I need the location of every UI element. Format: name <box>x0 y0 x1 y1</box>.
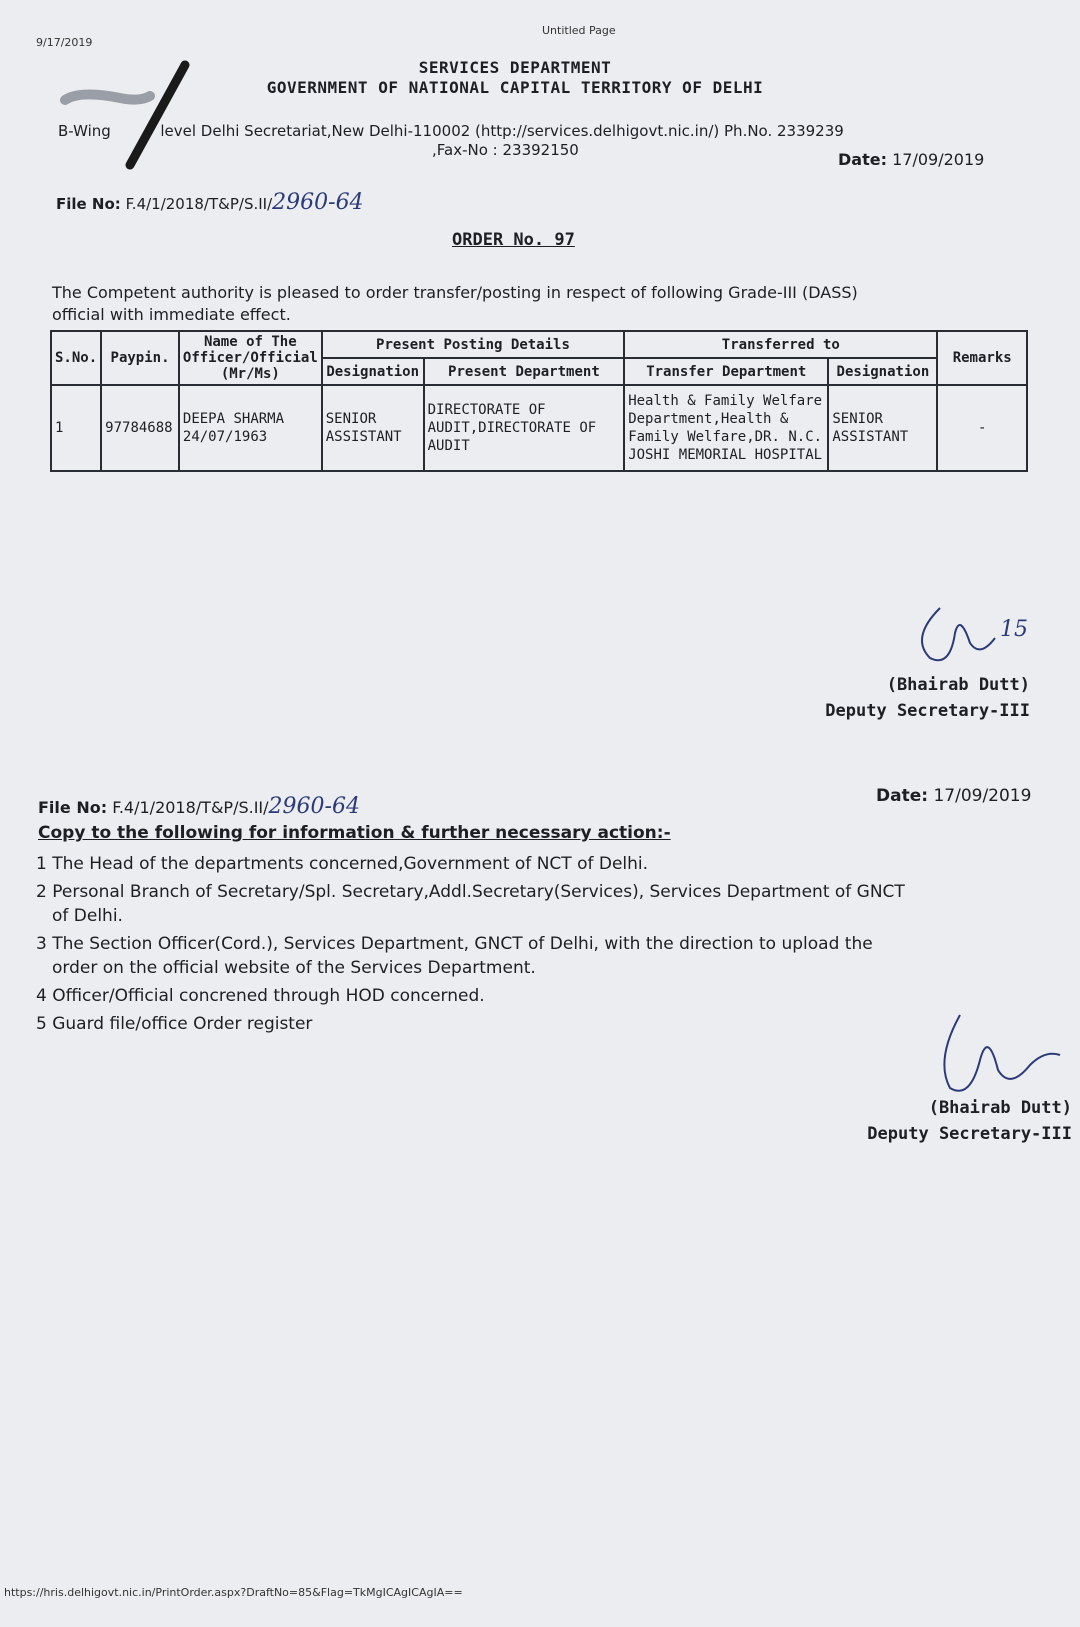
address-prefix: B-Wing <box>58 122 111 140</box>
cell-present-department: DIRECTORATE OF AUDIT,DIRECTORATE OF AUDIT <box>424 385 625 471</box>
order-file-number: File No: F.4/1/2018/T&P/S.II/2960-64 <box>56 190 364 215</box>
list-item: 4 Officer/Official concrened through HOD concerned. <box>36 986 485 1006</box>
header-name: Name of The Officer/Official (Mr/Ms) <box>179 331 322 385</box>
cell-transfer-department: Health & Family Welfare Department,Health & Family Welfare,DR. N.C. JOSHI MEMORIAL HOSPITAL <box>624 385 828 471</box>
signatory-name-1: (Bhairab Dutt) <box>886 675 1030 695</box>
footer-url: https://hris.delhigovt.nic.in/PrintOrder.aspx?DraftNo=85&Flag=TkMgICAgICAgIA== <box>4 1586 463 1599</box>
print-date: 9/17/2019 <box>36 36 93 49</box>
handwritten-file-number-2: 2960-64 <box>268 794 360 819</box>
address-rest: level Delhi Secretariat,New Delhi-110002 (http://services.delhigovt.nic.in/) Ph.No. 2339239 <box>160 122 844 140</box>
order-title: ORDER No. 97 <box>452 230 575 250</box>
signature-scribble-2 <box>930 1010 1070 1100</box>
signature-scribble-text: 15 <box>1000 617 1028 642</box>
copy-heading: Copy to the following for information & further necessary action:- <box>38 823 671 843</box>
order-date: Date: 17/09/2019 <box>838 150 985 169</box>
cell-transfer-designation: SENIOR ASSISTANT <box>828 385 937 471</box>
cell-designation: SENIOR ASSISTANT <box>322 385 424 471</box>
copy-list <box>36 852 1056 1036</box>
print-page-title: Untitled Page <box>542 24 616 37</box>
table-header-row <box>51 331 1027 358</box>
list-item: 5 Guard file/office Order register <box>36 1014 313 1034</box>
handwritten-file-number: 2960-64 <box>272 190 364 215</box>
department-title: SERVICES DEPARTMENT <box>418 58 612 77</box>
header-present-department: Present Department <box>424 358 625 385</box>
signatory-title-2: Deputy Secretary-III <box>867 1124 1072 1144</box>
copy-date: Date: 17/09/2019 <box>876 786 1032 806</box>
list-item: 2 Personal Branch of Secretary/Spl. Secretary,Addl.Secretary(Services), Services Department of GNCT of Delhi. <box>36 882 905 926</box>
cell-name: DEEPA SHARMA 24/07/1963 <box>179 385 322 471</box>
cell-sno: 1 <box>51 385 101 471</box>
signature-scribble-1 <box>900 598 1040 678</box>
signatory-title-1: Deputy Secretary-III <box>825 701 1030 721</box>
header-transfer-department: Transfer Department <box>624 358 828 385</box>
header-transfer-designation: Designation <box>828 358 937 385</box>
header-present-designation: Designation <box>322 358 424 385</box>
header-remarks: Remarks <box>937 331 1027 385</box>
table-row <box>51 385 1027 471</box>
header-transferred-group: Transferred to <box>624 331 937 358</box>
copy-file-number: File No: F.4/1/2018/T&P/S.II/2960-64 <box>38 794 360 819</box>
fax-line: ,Fax-No : 23392150 <box>432 141 579 159</box>
header-sno: S.No. <box>51 331 101 385</box>
transfer-table <box>50 330 1028 472</box>
cell-remarks: - <box>937 385 1027 471</box>
header-present-group: Present Posting Details <box>322 331 624 358</box>
list-item: 3 The Section Officer(Cord.), Services Department, GNCT of Delhi, with the direction to upload the order on the official website of the Services Department. <box>36 934 873 978</box>
header-paypin: Paypin. <box>101 331 179 385</box>
government-title: GOVERNMENT OF NATIONAL CAPITAL TERRITORY OF DELHI <box>266 78 764 97</box>
paper-clip-icon <box>60 60 200 170</box>
cell-paypin: 97784688 <box>101 385 179 471</box>
signatory-name-2: (Bhairab Dutt) <box>928 1098 1072 1118</box>
list-item: 1 The Head of the departments concerned,Government of NCT of Delhi. <box>36 854 649 874</box>
order-intro: The Competent authority is pleased to order transfer/posting in respect of following Grade-III (DASS) official with immediate effect. <box>52 283 858 324</box>
